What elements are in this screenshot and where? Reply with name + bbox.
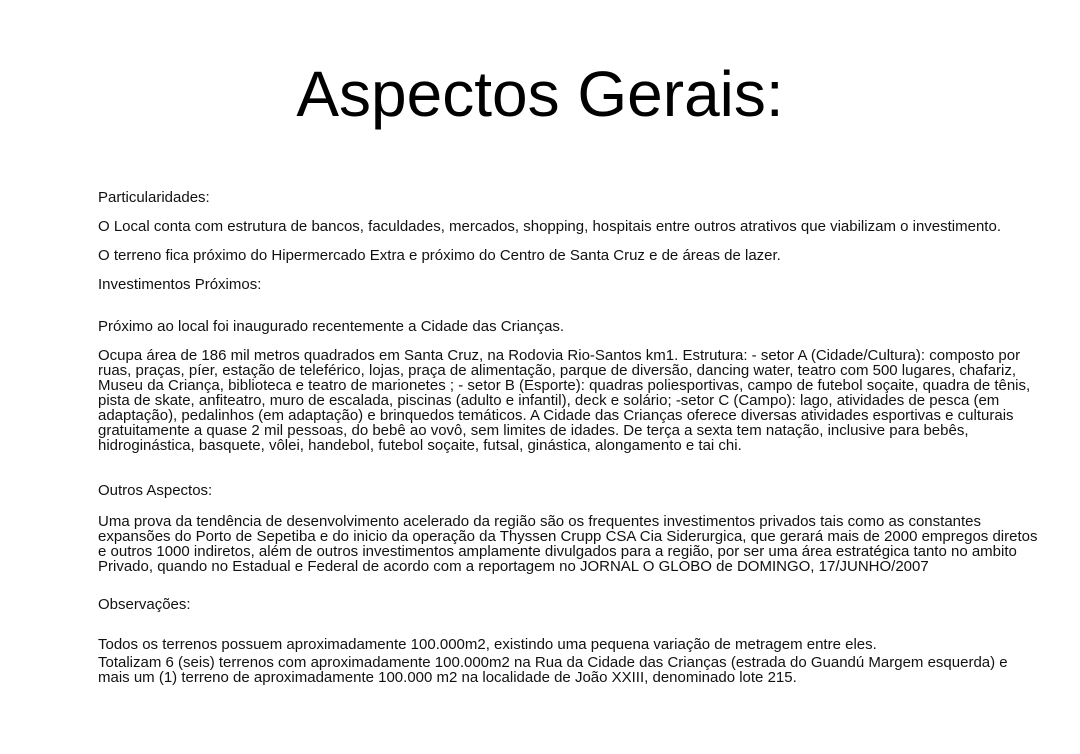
page-title: Aspectos Gerais: — [296, 58, 784, 130]
document-body — [98, 189, 1038, 685]
observacoes-paragraph-2: Totalizam 6 (seis) terrenos com aproximadamente 100.000m2 na Rua da Cidade das Crianças (estrada do Guandú Margem esquerda) e mais um (1) terreno de aproximadamente 100.000 m2 na localidade de João XXIII, denominado lote 215. — [98, 654, 1008, 686]
particularidades-paragraph-2: O terreno fica próximo do Hipermercado Extra e próximo do Centro de Santa Cruz e de áreas de lazer. — [98, 247, 781, 264]
investimentos-paragraph-2: Ocupa área de 186 mil metros quadrados em Santa Cruz, na Rodovia Rio-Santos km1. Estrutura: - setor A (Cidade/Cultura): composto por ruas, praças, píer, estação de teleférico, lojas, praça de alimentação, parque de diversão, dancing water, teatro com 500 lugares, chafariz, Museu da Criança, biblioteca e teatro de marionetes ; - setor B (Esporte): quadras poliesportivas, campo de futebol soçaite, quadra de tênis, pista de skate, anfiteatro, muro de escalada, piscinas (adulto e infantil), deck e solário; -setor C (Campo): lago, atividades de pesca (em adaptação), pedalinhos (em adaptação) e brinquedos temáticos. A Cidade das Crianças oferece diversas atividades esportivas e culturais gratuitamente a quase 2 mil pessoas, do bebê ao vovô, sem limites de idades. De terça a sexta tem natação, inclusive para bebês, hidroginástica, basquete, vôlei, handebol, futebol soçaite, futsal, ginástica, alongamento e tai chi. — [98, 347, 1031, 454]
particularidades-paragraph-1: O Local conta com estrutura de bancos, faculdades, mercados, shopping, hospitais entre outros atrativos que viabilizam o investimento. — [98, 218, 1001, 235]
particularidades-heading: Particularidades: — [98, 189, 210, 206]
outros-paragraph-1: Uma prova da tendência de desenvolvimento acelerado da região são os frequentes investimentos privados tais como as constantes expansões do Porto de Sepetiba e do inicio da operação da Thyssen Crupp CSA Cia Siderurgica, que gerará mais de 2000 empregos diretos e outros 1000 indiretos, além de outros investimentos amplamente divulgados para a região, por ser uma área estratégica tanto no ambito Privado, quando no Estadual e Federal de acordo com a reportagem no JORNAL O GLOBO de DOMINGO, 17/JUNHO/2007 — [98, 513, 1038, 575]
observacoes-heading: Observações: — [98, 596, 191, 613]
investimentos-paragraph-1: Próximo ao local foi inaugurado recentemente a Cidade das Crianças. — [98, 318, 565, 335]
investimentos-heading: Investimentos Próximos: — [98, 276, 262, 293]
observacoes-paragraph-1: Todos os terrenos possuem aproximadamente 100.000m2, existindo uma pequena variação de metragem entre eles. — [98, 636, 877, 653]
outros-heading: Outros Aspectos: — [98, 482, 213, 499]
